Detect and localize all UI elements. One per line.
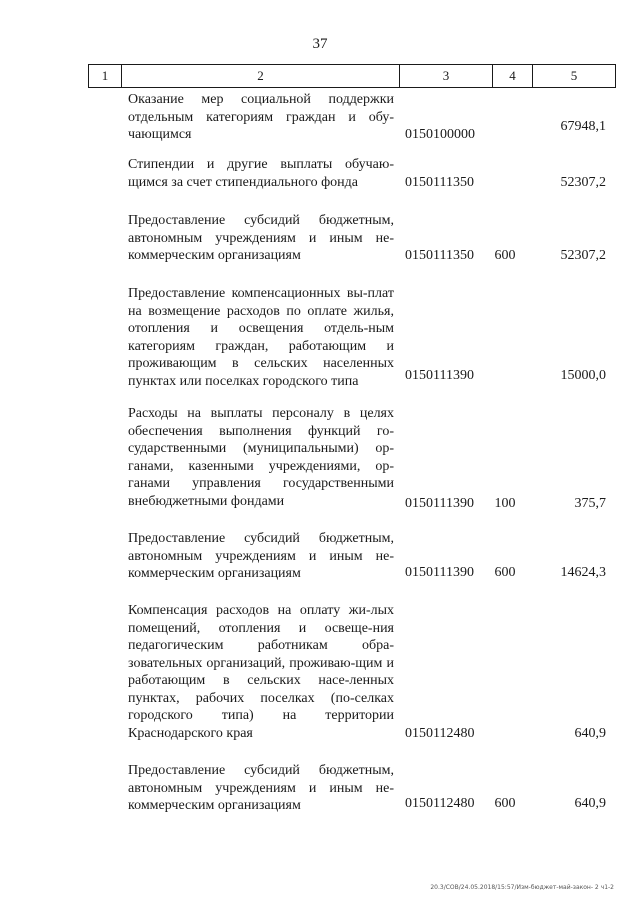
row-description: Стипендии и другие выплаты обучаю-щимся за счет стипендиального фонда [128, 157, 394, 190]
row-type: 600 [494, 565, 516, 580]
row-description: Компенсация расходов на оплату жи-лых помещений, отопления и освеще-ния педагогическим работникам обра-зовательных организаций, проживаю-щим и работающим в сельских насе-ленных пунктах, рабочих поселках (по-селках городского типа) на территории Краснодарского края [128, 603, 394, 741]
row-description: Расходы на выплаты персоналу в целях обеспечения выполнения функций го-сударственными (муниципальными) ор-ганами, казенными учреждениями, ор-ганами управления государственными внебюджетными фондами [128, 406, 394, 509]
header-col-5: 5 [532, 65, 616, 87]
row-description: Предоставление субсидий бюджетным, автономным учреждениям и иным не-коммерческим организациям [128, 531, 394, 581]
page-number: 37 [312, 36, 328, 52]
table-header [88, 64, 616, 88]
row-code: 0150111350 [405, 175, 474, 190]
row-code: 0150111350 [405, 248, 474, 263]
row-type: 600 [494, 796, 516, 811]
row-type: 100 [494, 496, 516, 511]
row-amount: 67948,1 [560, 119, 606, 134]
row-code: 0150112480 [405, 796, 475, 811]
header-col-1: 1 [88, 65, 121, 87]
row-amount: 15000,0 [560, 368, 606, 383]
row-description: Предоставление субсидий бюджетным, автономным учреждениям и иным не-коммерческим организациям [128, 213, 394, 263]
row-code: 0150111390 [405, 368, 474, 383]
row-code: 0150112480 [405, 726, 475, 741]
header-col-4: 4 [492, 65, 532, 87]
row-amount: 640,9 [574, 796, 606, 811]
row-code: 0150100000 [405, 127, 475, 142]
row-description: Оказание мер социальной поддержки отдельным категориям граждан и обу-чающимся [128, 92, 394, 142]
row-description: Предоставление компенсационных вы-плат на возмещение расходов по оплате жилья, отопления и освещения отдель-ным категориям граждан, работающим и проживающим в сельских населенных пунктах или поселках городского типа [128, 286, 394, 389]
header-col-3: 3 [399, 65, 492, 87]
row-amount: 14624,3 [560, 565, 606, 580]
row-amount: 52307,2 [560, 248, 606, 263]
row-amount: 375,7 [574, 496, 606, 511]
row-type: 600 [494, 248, 516, 263]
footer-document-id: 20.3/СОВ/24.05.2018/15:57/Изм-бюджет-май-закон- 2 ч1-2 [430, 884, 614, 891]
row-code: 0150111390 [405, 496, 474, 511]
row-amount: 52307,2 [560, 175, 606, 190]
row-code: 0150111390 [405, 565, 474, 580]
row-description: Предоставление субсидий бюджетным, автономным учреждениям и иным не-коммерческим организациям [128, 763, 394, 813]
row-amount: 640,9 [574, 726, 606, 741]
header-col-2: 2 [121, 65, 399, 87]
